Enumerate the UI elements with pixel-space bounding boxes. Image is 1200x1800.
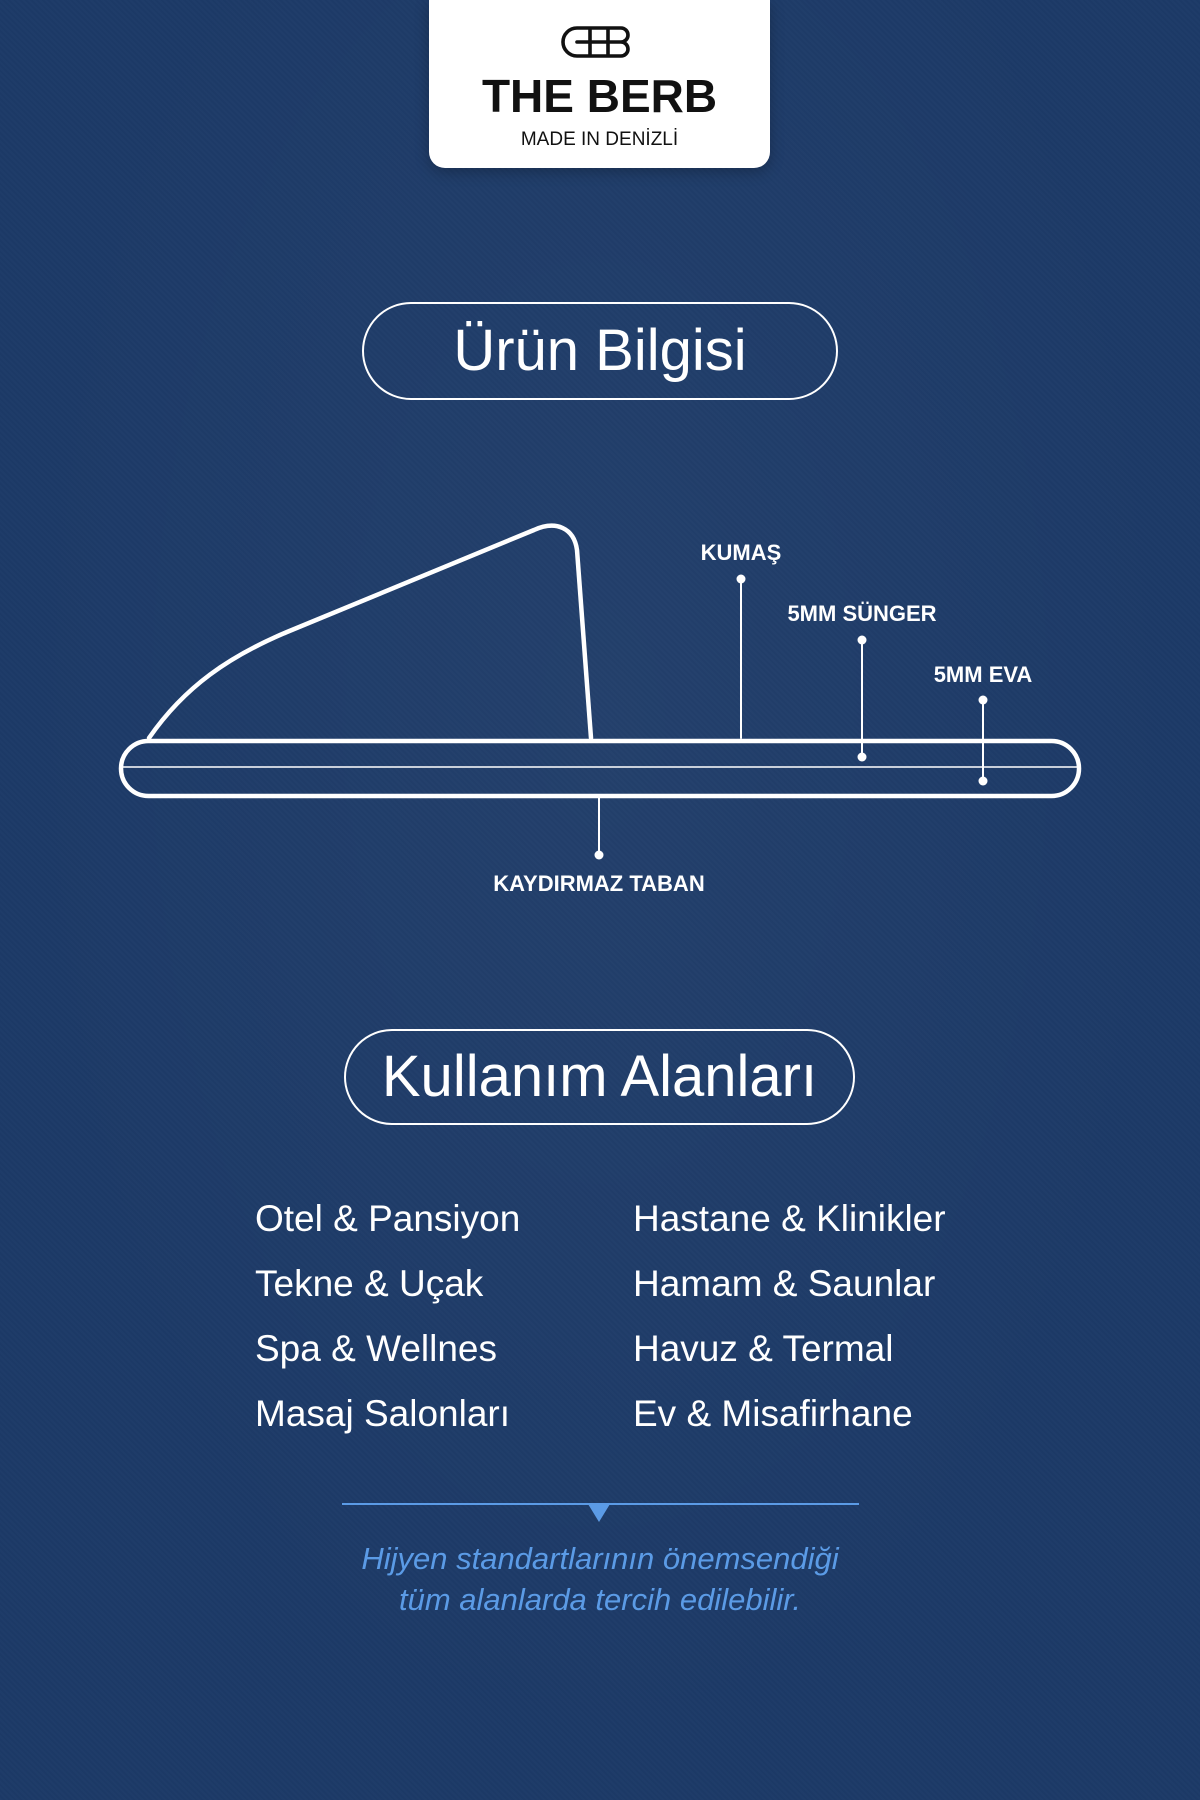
usage-areas-heading <box>344 1029 855 1125</box>
berb-monogram-icon <box>559 24 639 60</box>
brand-name: THE BERB <box>481 70 718 122</box>
usage-list-right <box>633 1186 946 1446</box>
usage-item: Masaj Salonları <box>255 1393 511 1434</box>
eva-leader-dot-top <box>979 696 988 705</box>
sponge-label: 5MM SÜNGER <box>787 601 937 626</box>
usage-item: Hamam & Saunlar <box>633 1263 936 1304</box>
sole-leader-dot <box>595 851 604 860</box>
brand-logo-card <box>429 0 770 168</box>
sponge-leader-dot-bottom <box>858 753 867 762</box>
usage-areas-title: Kullanım Alanları <box>381 1044 818 1109</box>
usage-item: Tekne & Uçak <box>255 1263 484 1304</box>
footer-note-line-2: tüm alanlarda tercih edilebilir. <box>398 1582 802 1617</box>
divider-arrow-icon <box>588 1504 610 1522</box>
eva-leader-dot-bottom <box>979 777 988 786</box>
usage-item: Spa & Wellnes <box>255 1328 497 1369</box>
usage-item: Otel & Pansiyon <box>255 1198 521 1239</box>
footer-note-line-1: Hijyen standartlarının önemsendiği <box>361 1541 839 1576</box>
slipper-sole-outline <box>121 741 1079 796</box>
usage-list-left <box>255 1186 520 1446</box>
slipper-layer-diagram <box>0 500 1200 920</box>
fabric-label: KUMAŞ <box>700 540 782 565</box>
usage-item: Havuz & Termal <box>633 1328 894 1369</box>
brand-tagline: MADE IN DENİZLİ <box>520 129 679 150</box>
sole-label: KAYDIRMAZ TABAN <box>493 871 705 896</box>
slipper-upper-outline <box>149 526 591 738</box>
usage-item: Hastane & Klinikler <box>633 1198 946 1239</box>
product-info-heading <box>362 302 838 400</box>
eva-label: 5MM EVA <box>933 662 1033 687</box>
fabric-leader-dot <box>737 575 746 584</box>
product-info-title: Ürün Bilgisi <box>453 318 747 383</box>
sponge-leader-dot-top <box>858 636 867 645</box>
usage-item: Ev & Misafirhane <box>633 1393 913 1434</box>
